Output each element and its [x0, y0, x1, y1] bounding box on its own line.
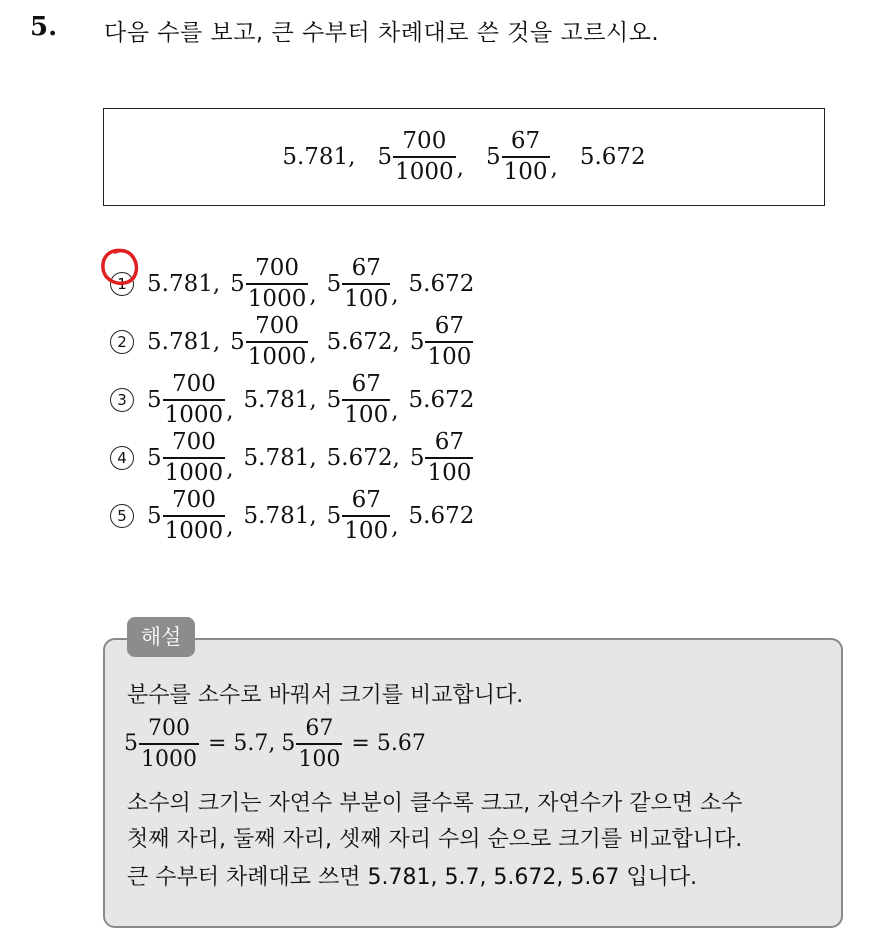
answer-options [110, 255, 474, 545]
denominator: 1000 [247, 343, 307, 370]
denominator: 1000 [164, 401, 224, 428]
option-marker-2[interactable]: 2 [110, 330, 134, 354]
denominator: 100 [427, 343, 472, 370]
option-decimal: 5.781, [243, 503, 317, 529]
math-result-1: = 5.7, [208, 731, 276, 757]
numerator: 700 [402, 128, 447, 155]
given-fraction-1 [393, 127, 456, 187]
denominator: 100 [344, 285, 389, 312]
option-marker-1[interactable]: 1 [110, 272, 134, 296]
option-decimal: 5.672 [408, 271, 475, 297]
denominator: 1000 [141, 746, 197, 772]
explanation-line-5: 큰 수부터 차례대로 쓰면 5.781, 5.7, 5.672, 5.67 입니다. [127, 865, 698, 890]
comma: , [391, 397, 399, 424]
option-fraction [342, 254, 390, 314]
option-mixed-whole: 5 [230, 271, 245, 297]
comma: , [309, 339, 317, 366]
given-numbers [282, 127, 645, 187]
denominator: 1000 [164, 459, 224, 486]
numerator: 700 [171, 429, 216, 456]
option-marker-5[interactable]: 5 [110, 504, 134, 528]
explanation-line-3: 소수의 크기는 자연수 부분이 클수록 크고, 자연수가 같으면 소수 [127, 791, 743, 816]
option-mixed-whole: 5 [326, 503, 342, 529]
denominator: 1000 [395, 158, 454, 185]
given-decimal-1: 5.781, [282, 144, 356, 170]
option-decimal: 5.672 [408, 503, 475, 529]
given-mixed-1-whole: 5 [377, 144, 393, 170]
comma: , [391, 281, 399, 308]
explanation-line-4: 첫째 자리, 둘째 자리, 셋째 자리 수의 순으로 크기를 비교합니다. [127, 827, 743, 852]
denominator: 100 [427, 459, 472, 486]
option-5[interactable] [110, 487, 474, 545]
option-mixed-whole: 5 [409, 329, 425, 355]
option-decimal: 5.672, [326, 329, 400, 355]
denominator: 1000 [247, 285, 307, 312]
numerator: 700 [171, 487, 216, 514]
question-text: 다음 수를 보고, 큰 수부터 차례대로 쓴 것을 고르시오. [104, 20, 660, 46]
numerator: 67 [434, 429, 465, 456]
numerator: 67 [305, 716, 334, 741]
comma: , [456, 154, 464, 181]
option-mixed-whole: 5 [230, 329, 245, 355]
option-mixed-whole: 5 [409, 445, 425, 471]
option-decimal: 5.781, [243, 387, 317, 413]
option-3[interactable] [110, 371, 474, 429]
comma: , [309, 281, 317, 308]
denominator: 1000 [164, 517, 224, 544]
comma: , [226, 513, 234, 540]
option-fraction [342, 486, 390, 546]
denominator: 100 [344, 517, 389, 544]
option-decimal: 5.672 [408, 387, 475, 413]
numerator: 700 [148, 716, 190, 741]
explanation-line-1: 분수를 소수로 바꿔서 크기를 비교합니다. [127, 683, 524, 708]
option-fraction [163, 486, 226, 546]
numerator: 67 [351, 255, 381, 282]
option-mixed-whole: 5 [326, 387, 342, 413]
math-mixed-whole: 5 [281, 731, 296, 757]
option-fraction [163, 428, 226, 488]
option-mixed-whole: 5 [147, 445, 162, 471]
numerator: 67 [351, 487, 381, 514]
option-decimal: 5.672, [326, 445, 400, 471]
option-1[interactable] [110, 255, 474, 313]
numerator: 67 [510, 128, 541, 155]
given-fraction-2 [502, 127, 550, 187]
option-decimal: 5.781, [243, 445, 317, 471]
explanation-math [124, 714, 426, 774]
math-result-2: = 5.67 [351, 731, 426, 757]
option-fraction [425, 312, 473, 372]
option-marker-3[interactable]: 3 [110, 388, 134, 412]
option-mixed-whole: 5 [147, 503, 162, 529]
math-fraction [296, 714, 342, 774]
option-fraction [342, 370, 390, 430]
option-fraction [246, 254, 309, 314]
math-fraction [139, 714, 199, 774]
option-fraction [163, 370, 226, 430]
denominator: 100 [298, 746, 341, 772]
question-number: 5. [30, 12, 58, 42]
denominator: 100 [503, 158, 548, 185]
numerator: 700 [171, 371, 216, 398]
option-marker-4[interactable]: 4 [110, 446, 134, 470]
math-mixed-whole: 5 [124, 731, 138, 757]
option-fraction [246, 312, 309, 372]
numerator: 67 [351, 371, 381, 398]
option-decimal: 5.781, [147, 271, 221, 297]
explanation-label: 해설 [127, 617, 195, 657]
option-2[interactable] [110, 313, 474, 371]
option-mixed-whole: 5 [326, 271, 342, 297]
denominator: 100 [344, 401, 389, 428]
given-decimal-2: 5.672 [579, 144, 646, 170]
comma: , [226, 397, 234, 424]
option-mixed-whole: 5 [147, 387, 162, 413]
comma: , [550, 154, 558, 181]
given-mixed-2-whole: 5 [485, 144, 501, 170]
comma: , [226, 455, 234, 482]
numerator: 700 [255, 255, 300, 282]
comma: , [391, 513, 399, 540]
option-fraction [425, 428, 473, 488]
option-decimal: 5.781, [147, 329, 221, 355]
numerator: 700 [255, 313, 300, 340]
option-4[interactable] [110, 429, 474, 487]
numerator: 67 [434, 313, 465, 340]
given-numbers-box [103, 108, 825, 206]
